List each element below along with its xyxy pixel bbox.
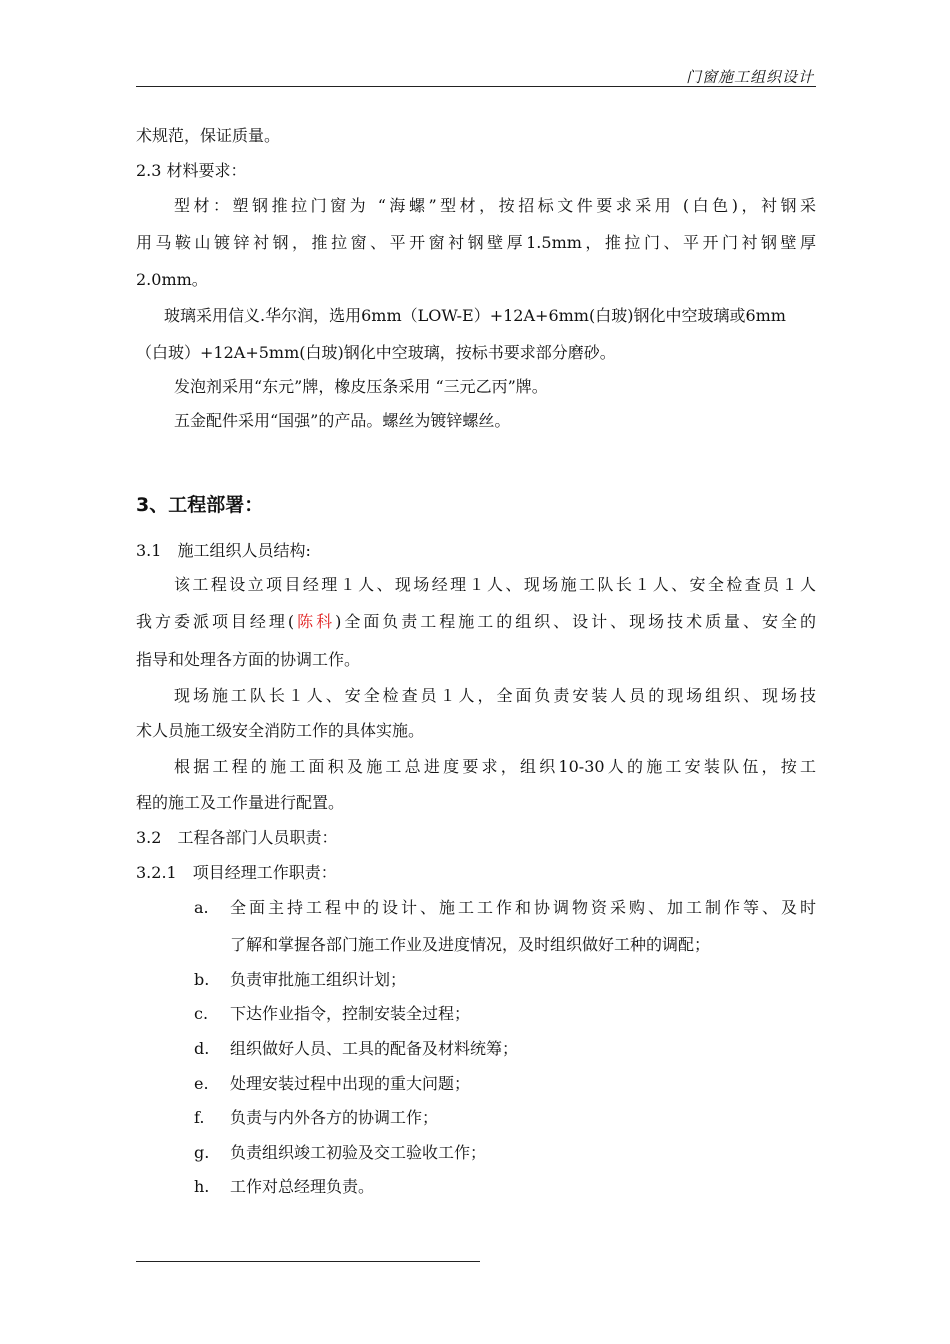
list-item-text: 全面主持工程中的设计、施工工作和协调物资采购、加工制作等、及时 <box>230 898 816 917</box>
list-item-letter: a. <box>194 898 209 917</box>
text-segment: 我方委派项目经理( <box>136 612 295 631</box>
paragraph-line: 型材：塑钢推拉门窗为 “海螺”型材，按招标文件要求采用 (白色)，衬钢采 <box>174 196 816 215</box>
list-item-letter: c. <box>194 1004 209 1023</box>
paragraph-line: 玻璃采用信义.华尔润，选用6mm（LOW-E）+12A+6mm(白玻)钢化中空玻璃或6mm <box>164 306 786 325</box>
section-heading-3-2-1: 3.2.1 项目经理工作职责： <box>136 863 337 882</box>
list-item-text: 了解和掌握各部门施工作业及进度情况，及时组织做好工种的调配； <box>230 935 711 954</box>
paragraph-line: 发泡剂采用“东元”牌，橡皮压条采用 “三元乙丙”牌。 <box>174 377 548 396</box>
paragraph-line: 用马鞍山镀锌衬钢，推拉窗、平开窗衬钢壁厚1.5mm，推拉门、平开门衬钢壁厚 <box>136 233 816 252</box>
footer-rule <box>136 1261 480 1262</box>
text-segment: )全面负责工程施工的组织、设计、现场技术质量、安全的 <box>335 612 816 631</box>
list-item-letter: d. <box>194 1039 210 1058</box>
list-item-letter: h. <box>194 1177 210 1196</box>
paragraph-line: 2.0mm。 <box>136 270 208 289</box>
paragraph-line <box>136 612 816 632</box>
list-item-text: 组织做好人员、工具的配备及材料统筹； <box>230 1039 519 1058</box>
paragraph-line: 指导和处理各方面的协调工作。 <box>136 650 361 669</box>
paragraph-line: 该工程设立项目经理１人、现场经理１人、现场施工队长１人、安全检查员１人 <box>174 575 816 594</box>
list-item-text: 工作对总经理负责。 <box>230 1177 375 1196</box>
header-rule <box>136 86 816 87</box>
paragraph-line: 根据工程的施工面积及施工总进度要求，组织10-30人的施工安装队伍，按工 <box>174 757 816 776</box>
continued-text: 术规范，保证质量。 <box>136 126 281 145</box>
header-title: 门窗施工组织设计 <box>685 68 814 86</box>
list-item-letter: e. <box>194 1074 209 1093</box>
paragraph-line: 现场施工队长１人、安全检查员１人，全面负责安装人员的现场组织、现场技 <box>174 686 816 705</box>
list-item-text: 负责组织竣工初验及交工验收工作； <box>230 1143 487 1162</box>
list-item-text: 处理安装过程中出现的重大问题； <box>230 1074 471 1093</box>
list-item-letter: g. <box>194 1143 210 1162</box>
list-item-text: 负责审批施工组织计划； <box>230 970 407 989</box>
paragraph-line: 程的施工及工作量进行配置。 <box>136 793 345 812</box>
list-item-letter: f. <box>194 1108 205 1127</box>
section-title-3: 3、工程部署： <box>136 494 264 516</box>
list-item-text: 负责与内外各方的协调工作； <box>230 1108 439 1127</box>
paragraph-line: 五金配件采用“国强”的产品。螺丝为镀锌螺丝。 <box>174 411 511 430</box>
paragraph-line: （白玻）+12A+5mm(白玻)钢化中空玻璃，按标书要求部分磨砂。 <box>136 343 616 362</box>
list-item-text: 下达作业指令，控制安装全过程； <box>230 1004 471 1023</box>
manager-name: 陈科 <box>294 612 336 631</box>
paragraph-line: 术人员施工级安全消防工作的具体实施。 <box>136 721 425 740</box>
list-item-letter: b. <box>194 970 210 989</box>
section-heading-3-2: 3.2 工程各部门人员职责： <box>136 828 338 847</box>
section-heading-3-1: 3.1 施工组织人员结构: <box>136 541 311 560</box>
section-heading-2-3: 2.3 材料要求： <box>136 161 247 180</box>
